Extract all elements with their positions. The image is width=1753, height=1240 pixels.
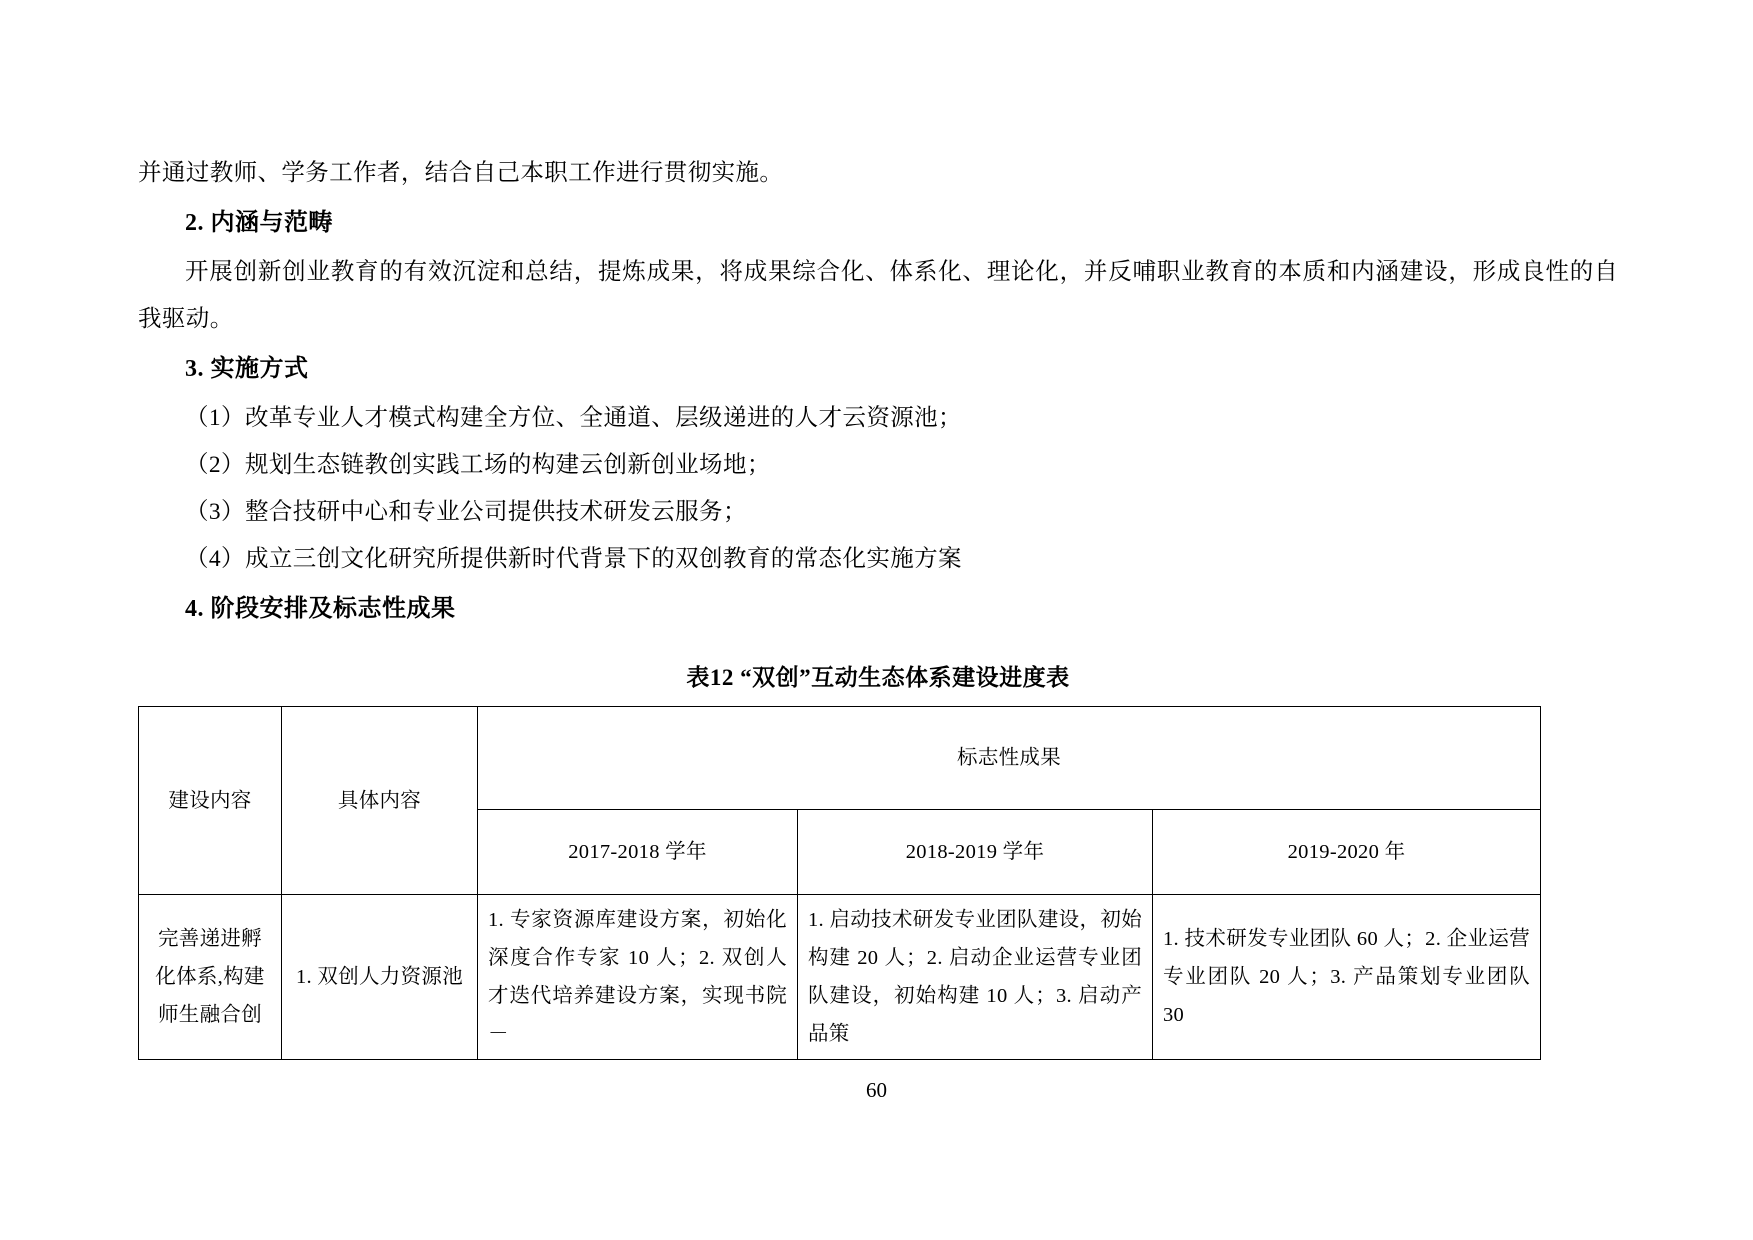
table-cell-detail: 1. 双创人力资源池	[282, 895, 478, 1060]
paragraph-continued: 并通过教师、学务工作者，结合自己本职工作进行贯彻实施。	[138, 160, 784, 186]
table-row	[139, 895, 1541, 1060]
page-content	[138, 150, 1618, 1060]
section-2-body: 开展创新创业教育的有效沉淀和总结，提炼成果，将成果综合化、体系化、理论化，并反哺职业教育的本质和内涵建设，形成良性的自我驱动。	[138, 259, 1618, 332]
table-header-col1: 建设内容	[139, 707, 282, 895]
table-header-year-2018: 2018-2019 学年	[798, 810, 1153, 895]
section-3-item-2: （2）规划生态链教创实践工场的构建云创新创业场地；	[185, 452, 771, 478]
page-number: 60	[866, 1078, 887, 1102]
table-header-group: 标志性成果	[478, 707, 1541, 810]
table-header-year-2017: 2017-2018 学年	[478, 810, 798, 895]
table-header-year-2019: 2019-2020 年	[1153, 810, 1541, 895]
table-cell-2019: 1. 技术研发专业团队 60 人；2. 企业运营专业团队 20 人；3. 产品策划专业团队 30	[1153, 895, 1541, 1060]
table-cell-2018: 1. 启动技术研发专业团队建设，初始构建 20 人；2. 启动企业运营专业团队建设，初始构建 10 人；3. 启动产品策	[798, 895, 1153, 1060]
section-4-heading: 4. 阶段安排及标志性成果	[185, 596, 456, 622]
table-header-col2: 具体内容	[282, 707, 478, 895]
section-3-heading: 3. 实施方式	[185, 356, 309, 382]
section-3-item-1: （1）改革专业人才模式构建全方位、全通道、层级递进的人才云资源池；	[185, 405, 962, 431]
table-header-row-1	[139, 707, 1541, 810]
section-2-heading: 2. 内涵与范畴	[185, 210, 333, 236]
table-caption: 表12 “双创”互动生态体系建设进度表	[686, 665, 1070, 690]
section-3-item-4: （4）成立三创文化研究所提供新时代背景下的双创教育的常态化实施方案	[185, 546, 962, 572]
table-cell-content: 完善递进孵化体系,构建师生融合创	[139, 895, 282, 1060]
table-cell-2017: 1. 专家资源库建设方案，初始化深度合作专家 10 人；2. 双创人才迭代培养建设方案，实现书院－	[478, 895, 798, 1060]
schedule-table	[138, 706, 1541, 1060]
section-3-item-3: （3）整合技研中心和专业公司提供技术研发云服务；	[185, 499, 747, 525]
